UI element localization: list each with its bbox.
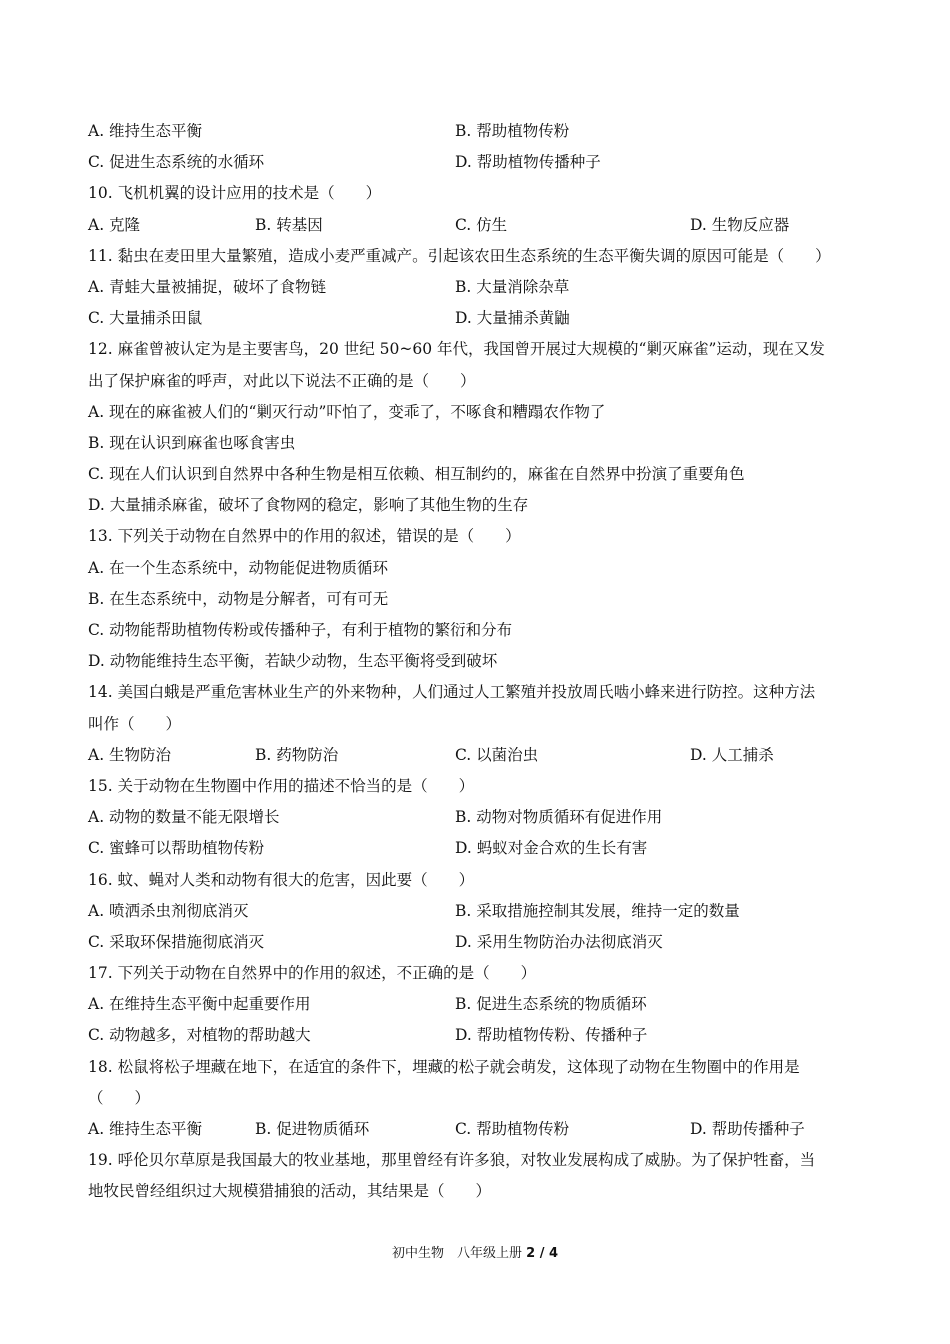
option-text: B. 动物对物质循环有促进作用 [455, 808, 663, 827]
text-line: 17. 下列关于动物在自然界中的作用的叙述，不正确的是（ ） [88, 964, 537, 983]
options-row [88, 740, 868, 771]
option-text: A. 维持生态平衡 [88, 1120, 203, 1138]
option-text: C. 仿生 [455, 215, 508, 234]
option-text: B. 帮助植物传粉 [455, 122, 570, 140]
text-line: 10. 飞机机翼的设计应用的技术是（ ） [88, 184, 382, 203]
text-line: 15. 关于动物在生物圈中作用的描述不恰当的是（ ） [88, 776, 475, 795]
text-line: 12. 麻雀曾被认定为是主要害鸟，20 世纪 50~60 年代，我国曾开展过大规模的“剿灭麻雀”运动，现在又发 [88, 340, 825, 359]
option-text: D. 帮助植物传播种子 [455, 153, 601, 172]
footer-label: 初中生物 八年级上册 [391, 1246, 522, 1261]
option-text: D. 生物反应器 [690, 215, 790, 234]
option-text: A. 喷洒杀虫剂彻底消灭 [88, 901, 249, 920]
option-text: D. 大量捕杀黄鼬 [455, 309, 570, 328]
options-row [88, 116, 868, 147]
option-text: C. 帮助植物传粉 [455, 1120, 570, 1138]
option-text: C. 采取环保措施彻底消灭 [88, 932, 265, 951]
options-row [88, 272, 868, 303]
text-line: C. 动物能帮助植物传粉或传播种子，有利于植物的繁衍和分布 [88, 621, 513, 639]
options-row [88, 210, 868, 241]
options-row [88, 303, 868, 334]
option-text: B. 采取措施控制其发展，维持一定的数量 [455, 901, 740, 920]
option-text: A. 动物的数量不能无限增长 [88, 808, 280, 827]
options-row [88, 147, 868, 178]
text-line: C. 现在人们认识到自然界中各种生物是相互依赖、相互制约的，麻雀在自然界中扮演了重要角色 [88, 465, 745, 484]
option-text: D. 帮助传播种子 [690, 1120, 805, 1138]
text-line: 地牧民曾经组织过大规模猎捕狼的活动，其结果是（ ） [88, 1182, 492, 1201]
option-text: C. 蜜蜂可以帮助植物传粉 [88, 839, 265, 858]
options-row [88, 833, 868, 864]
page-footer [0, 1244, 950, 1264]
option-text: A. 在维持生态平衡中起重要作用 [88, 995, 311, 1014]
option-text: C. 大量捕杀田鼠 [88, 309, 203, 328]
option-text: B. 大量消除杂草 [455, 277, 570, 296]
option-text: D. 人工捕杀 [690, 745, 774, 764]
option-text: D. 帮助植物传粉、传播种子 [455, 1026, 648, 1045]
text-line: 叫作（ ） [88, 714, 182, 733]
option-text: B. 转基因 [255, 215, 323, 234]
text-line: 14. 美国白蛾是严重危害林业生产的外来物种，人们通过人工繁殖并投放周氏啮小蜂来进行防控。这种方法 [88, 683, 816, 702]
text-line: B. 现在认识到麻雀也啄食害虫 [88, 433, 296, 452]
text-line: 16. 蚊、蝇对人类和动物有很大的危害，因此要（ ） [88, 870, 475, 889]
text-line: 出了保护麻雀的呼声，对此以下说法不正确的是（ ） [88, 371, 476, 390]
option-text: B. 促进物质循环 [255, 1120, 370, 1138]
question-content [88, 116, 868, 1208]
option-text: D. 采用生物防治办法彻底消灭 [455, 932, 663, 951]
text-line: D. 动物能维持生态平衡，若缺少动物，生态平衡将受到破坏 [88, 652, 498, 671]
options-row [88, 802, 868, 833]
option-text: A. 青蛙大量被捕捉，破坏了食物链 [88, 277, 327, 296]
text-line: 19. 呼伦贝尔草原是我国最大的牧业基地，那里曾经有许多狼，对牧业发展构成了威胁。为了保护牲畜，当 [88, 1151, 816, 1170]
text-line: 13. 下列关于动物在自然界中的作用的叙述，错误的是（ ） [88, 527, 521, 546]
option-text: C. 动物越多，对植物的帮助越大 [88, 1026, 311, 1045]
option-text: A. 维持生态平衡 [88, 122, 203, 140]
option-text: D. 蚂蚁对金合欢的生长有害 [455, 839, 648, 858]
options-row [88, 1114, 868, 1145]
text-line: 11. 黏虫在麦田里大量繁殖，造成小麦严重减产。引起该农田生态系统的生态平衡失调的原因可能是（ ） [88, 246, 831, 265]
text-line: D. 大量捕杀麻雀，破坏了食物网的稳定，影响了其他生物的生存 [88, 496, 529, 515]
options-row [88, 989, 868, 1020]
text-line: B. 在生态系统中，动物是分解者，可有可无 [88, 589, 389, 608]
option-text: A. 克隆 [88, 215, 141, 234]
options-row [88, 1020, 868, 1051]
option-text: C. 促进生态系统的水循环 [88, 153, 265, 172]
option-text: B. 促进生态系统的物质循环 [455, 995, 647, 1014]
option-text: A. 生物防治 [88, 745, 172, 764]
text-line: 18. 松鼠将松子埋藏在地下，在适宜的条件下，埋藏的松子就会萌发，这体现了动物在生物圈中的作用是 [88, 1057, 800, 1076]
text-line: A. 现在的麻雀被人们的“剿灭行动”吓怕了，变乖了，不啄食和糟蹋农作物了 [88, 402, 606, 421]
text-line: （ ） [88, 1088, 151, 1107]
text-line: A. 在一个生态系统中，动物能促进物质循环 [88, 558, 389, 577]
options-row [88, 927, 868, 958]
option-text: B. 药物防治 [255, 745, 339, 764]
option-text: C. 以菌治虫 [455, 745, 539, 764]
options-row [88, 896, 868, 927]
page-number: 2 / 4 [526, 1246, 559, 1261]
